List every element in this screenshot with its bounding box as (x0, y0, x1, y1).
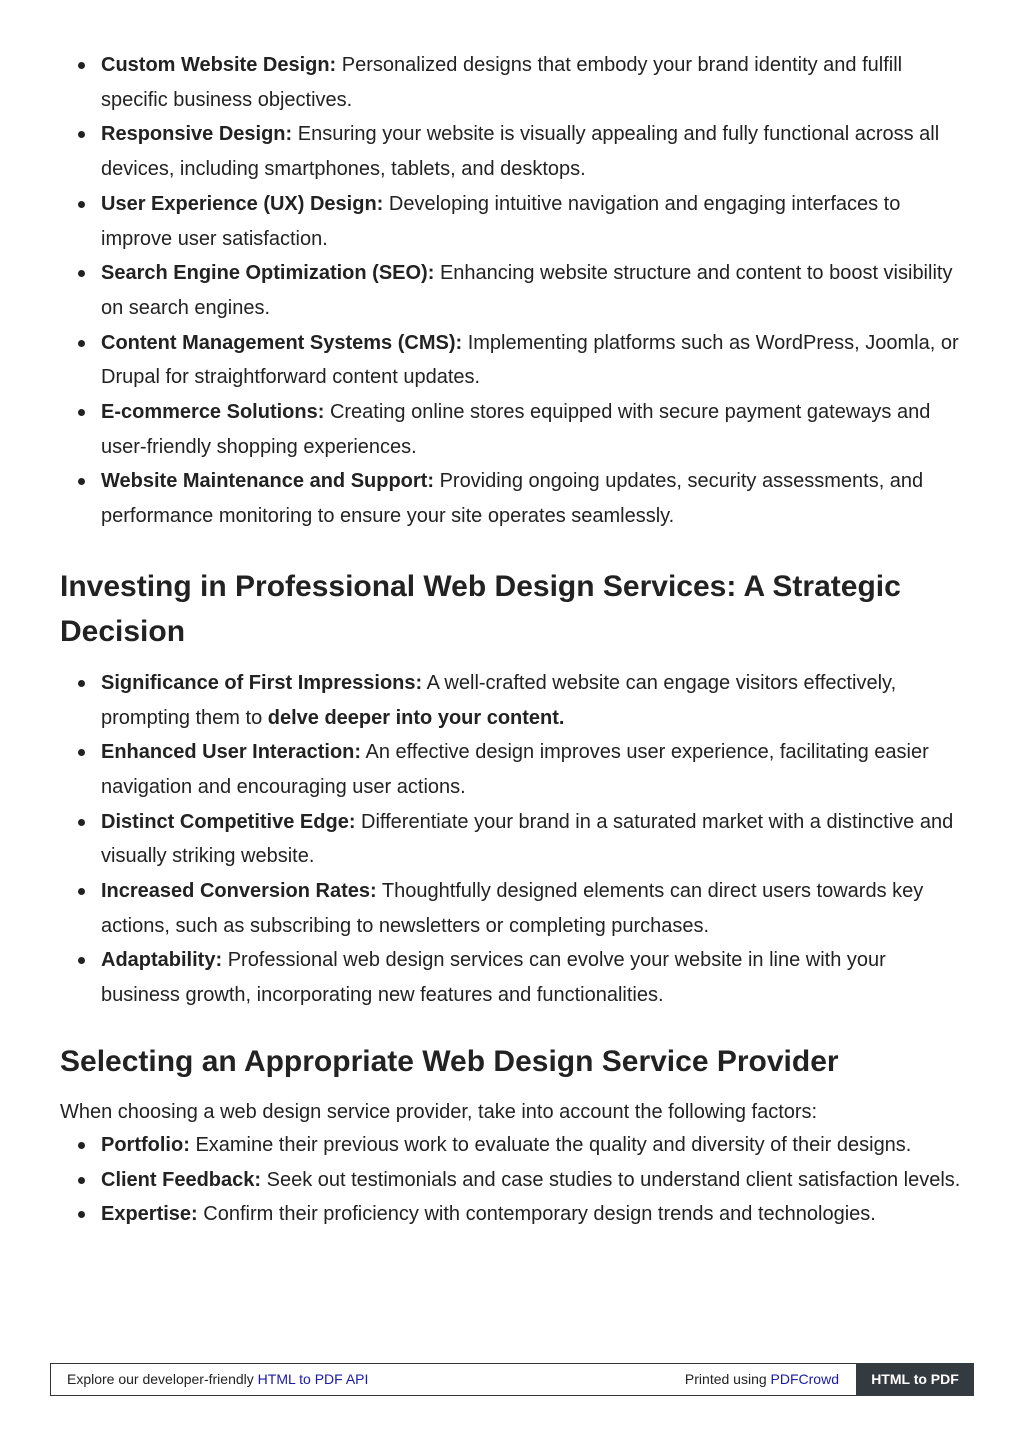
list-item (101, 256, 970, 325)
list-item-term: Website Maintenance and Support: (101, 470, 434, 493)
list-item (101, 1197, 970, 1232)
list-item-term: Responsive Design: (101, 123, 293, 146)
list-item-desc: Enhancing website structure and content to boost visibility on search engines. (101, 262, 953, 319)
list-item-desc: A well-crafted website can engage visitors effectively, prompting them to (101, 671, 897, 729)
list-item (101, 117, 970, 186)
list-item-desc: Developing intuitive navigation and engaging interfaces to improve user satisfaction. (101, 192, 901, 250)
list-item (101, 874, 970, 943)
list-item (101, 187, 970, 256)
list-item (101, 735, 970, 804)
list-item (101, 805, 970, 874)
pdf-footer-bar (50, 1363, 974, 1396)
list-item-term: Portfolio: (101, 1133, 190, 1156)
list-item-term: E-commerce Solutions: (101, 401, 325, 424)
list-item-desc: Differentiate your brand in a saturated market with a distinctive and visually striking website. (101, 810, 954, 868)
list-item-term: Expertise: (101, 1203, 198, 1226)
list-item (101, 326, 970, 395)
list-item (101, 395, 970, 464)
list-item-desc: Providing ongoing updates, security assessments, and performance monitoring to ensure your site operates seamlessly. (101, 470, 924, 528)
list-item (101, 666, 970, 735)
list-item-desc: Creating online stores equipped with secure payment gateways and user-friendly shopping experiences. (101, 401, 931, 458)
list-item-term: Content Management Systems (CMS): (101, 331, 463, 354)
footer-printed-using (685, 1364, 839, 1395)
list-item-desc: Seek out testimonials and case studies to understand client satisfaction levels. (266, 1168, 961, 1191)
list-item-term: Enhanced User Interaction: (101, 741, 362, 764)
section-heading-investing: Investing in Professional Web Design Services: A Strategic Decision (60, 569, 901, 648)
document-body (60, 48, 970, 1232)
list-item-term: Client Feedback: (101, 1168, 262, 1191)
list-item-desc: Ensuring your website is visually appealing and fully functional across all devices, including smartphones, tablets, and desktops. (101, 123, 940, 181)
list-item (101, 48, 970, 117)
list-item-desc: Confirm their proficiency with contemporary design trends and technologies. (203, 1203, 876, 1226)
list-item-term: Search Engine Optimization (SEO): (101, 262, 435, 285)
footer-promo-text: Explore our developer-friendly (67, 1371, 254, 1387)
list-item-desc: Thoughtfully designed elements can direct users towards key actions, such as subscribing to newsletters or completing purchases. (101, 880, 924, 937)
pdfcrowd-link[interactable]: PDFCrowd (770, 1371, 839, 1387)
list-item-desc: Personalized designs that embody your brand identity and fulfill specific business objectives. (101, 54, 903, 111)
list-item-desc: Implementing platforms such as WordPress, Joomla, or Drupal for straightforward content updates. (101, 331, 959, 389)
benefits-list (60, 666, 970, 1013)
html-to-pdf-api-link[interactable]: HTML to PDF API (257, 1371, 369, 1387)
html-to-pdf-button[interactable]: HTML to PDF (856, 1363, 974, 1396)
section-heading-selecting: Selecting an Appropriate Web Design Service Provider (60, 1044, 839, 1078)
footer-printed-text: Printed using (684, 1371, 767, 1387)
footer-promo (67, 1364, 368, 1395)
services-list (60, 48, 970, 534)
list-item-desc: Professional web design services can evolve your website in line with your business growth, incorporating new features and functionalities. (101, 949, 886, 1007)
list-item (101, 464, 970, 533)
list-item-desc: Examine their previous work to evaluate the quality and diversity of their designs. (195, 1133, 912, 1156)
list-item (101, 1128, 970, 1163)
list-item-term: Adaptability: (101, 949, 223, 972)
list-item-emphasis: delve deeper into your content. (267, 706, 565, 729)
list-item-term: Distinct Competitive Edge: (101, 810, 356, 833)
list-item-desc: An effective design improves user experience, facilitating easier navigation and encouraging user actions. (101, 741, 929, 798)
list-item (101, 943, 970, 1012)
list-item (101, 1163, 970, 1198)
list-item-term: Custom Website Design: (101, 54, 337, 76)
section-intro: When choosing a web design service provider, take into account the following factors: (60, 1100, 818, 1123)
list-item-term: Significance of First Impressions: (101, 671, 423, 694)
list-item-term: Increased Conversion Rates: (101, 880, 377, 903)
factors-list (60, 1128, 970, 1232)
list-item-term: User Experience (UX) Design: (101, 192, 384, 215)
